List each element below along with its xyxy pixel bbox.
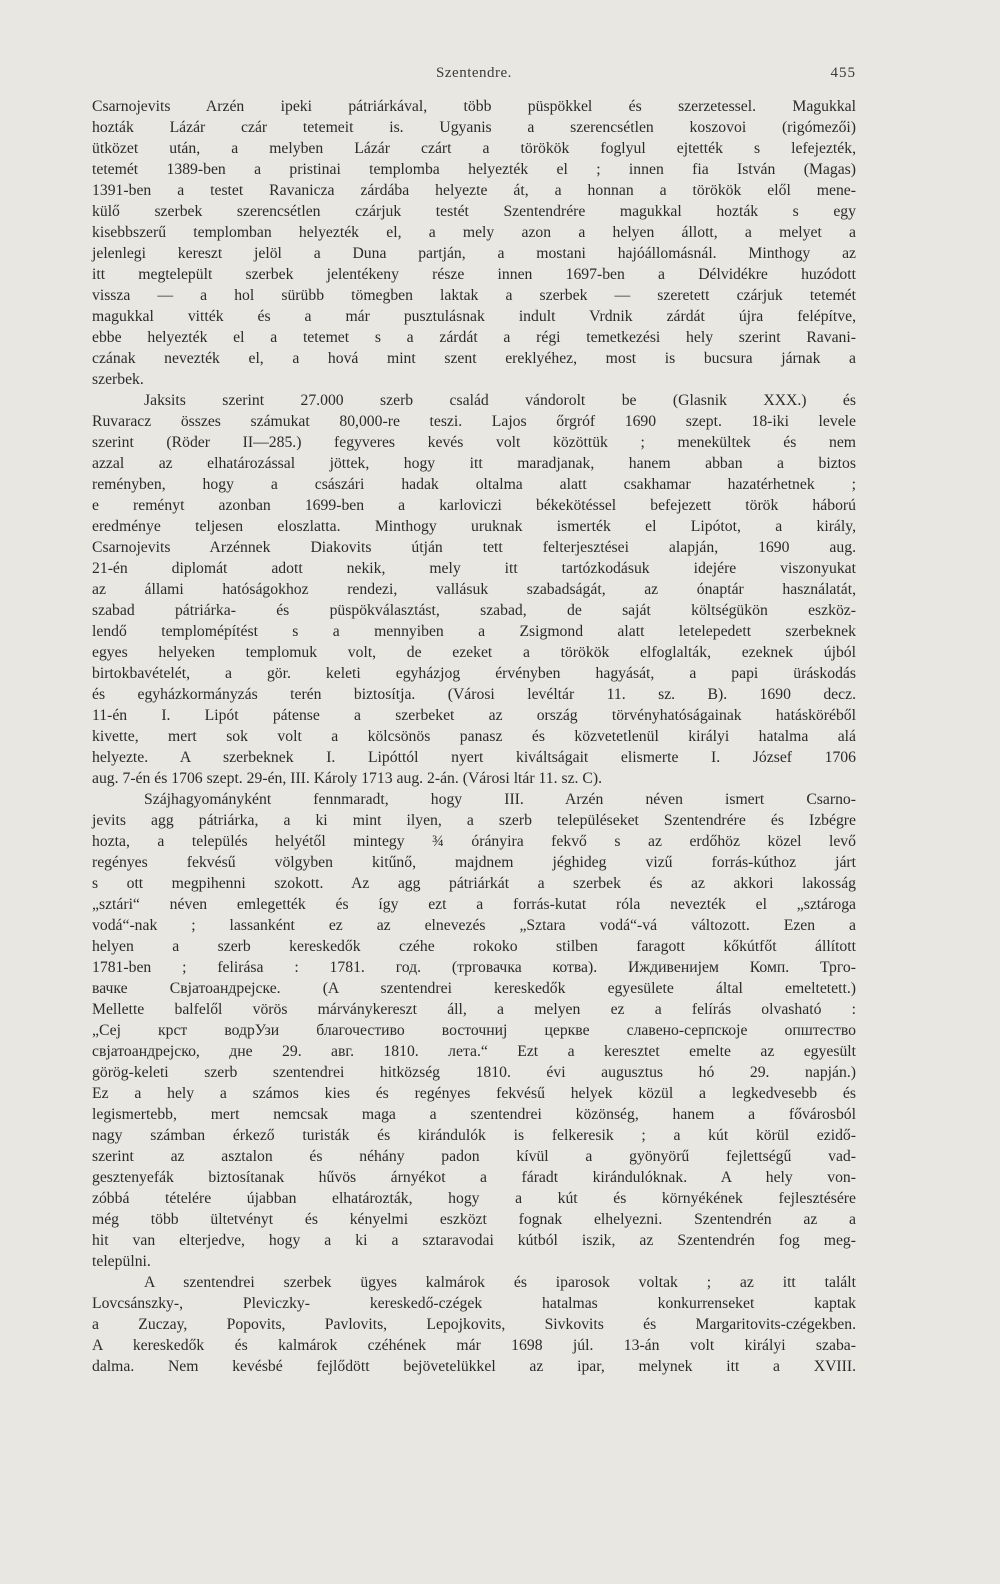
text-line: reményben, hogy a császári hadak oltalma alatt csakhamar hazatérhetnek ; — [92, 476, 856, 493]
text-line: 1391-ben a testet Ravanicza zárdába helyezte át, a honnan a törökök elől mene- — [92, 182, 856, 199]
text-line: dalma. Nem kevésbé fejlődött bejövetelükkel az ipar, melynek itt a XVIII. — [92, 1358, 856, 1375]
text-line: a Zuczay, Popovits, Pavlovits, Lepojkovits, Sivkovits és Margaritovits-czégekben. — [92, 1316, 856, 1333]
text-line: legismertebb, mert nemcsak maga a szentendrei közönség, hanem a fővárosból — [92, 1106, 856, 1123]
text-line: vodá“-nak ; lassanként ez az elnevezés „Sztara vodá“-vá változott. Ezen a — [92, 917, 856, 934]
text-line: birtokbavételét, a gör. keleti egyházjog érvényben hagyását, a papi üráskodás — [92, 665, 856, 682]
running-title: Szentendre. — [436, 65, 512, 81]
text-line: lendő templomépítést s a mennyiben a Zsigmond alatt letelepedett szerbeknek — [92, 623, 856, 640]
text-line: szabad pátriárka- és püspökválasztást, szabad, de saját költségükön eszköz- — [92, 602, 856, 619]
text-line: görög-keleti szerb szentendrei hitközség 1810. évi augusztus hó 29. napján.) — [92, 1064, 856, 1081]
text-line: szerint az asztalon és néhány padon kívül a gyönyörű fejlettségű vad- — [92, 1148, 856, 1165]
text-line: A szentendrei szerbek ügyes kalmárok és iparosok voltak ; az itt talált — [144, 1274, 856, 1291]
text-line: kivette, mert sok volt a kölcsönös panasz és közvetetlenül királyi hatalma alá — [92, 728, 856, 745]
text-line: települni. — [92, 1253, 151, 1270]
text-line: eredménye teljesen eloszlatta. Minthogy uruknak ismerték el Lipótot, a király, — [92, 518, 856, 535]
text-line: tetemét 1389-ben a pristinai templomba helyezték el ; innen fia István (Magas) — [92, 161, 856, 178]
text-line: kisebbszerű templomban helyezték el, a mely azon a helyen állott, a melyet a — [92, 224, 856, 241]
text-line: Ruvaracz összes számukat 80,000-re teszi. Lajos őrgróf 1690 szept. 18-iki levele — [92, 413, 856, 430]
text-line: az állami hatóságokhoz rendezi, vallásuk szabadságát, az ónaptár használatát, — [92, 581, 856, 598]
text-line: czának nevezték el, a hová mint szent ereklyéhez, most is bucsura járnak a — [92, 350, 856, 367]
text-line: вачке Свјатоандрејске. (A szentendrei kereskedők egyesülete által emeltetett.) — [92, 980, 856, 997]
text-line: 21-én diplomát adott nekik, mely itt tartózkodásuk idejére viszonyukat — [92, 560, 856, 577]
text-line: Szájhagyományként fennmaradt, hogy III. Arzén néven ismert Csarno- — [144, 791, 856, 808]
text-line: jelenlegi kereszt jelöl a Duna partján, a mostani hajóállomásnál. Minthogy az — [92, 245, 856, 262]
text-line: e reményt azonban 1699-ben a karloviczi békekötéssel befejezett török háború — [92, 497, 856, 514]
text-line: hit van elterjedve, hogy a ki a sztaravodai kútból iszik, az Szentendrén fog meg- — [92, 1232, 856, 1249]
text-line: helyezte. A szerbeknek I. Lipóttól nyert kiváltságait elismerte I. József 1706 — [92, 749, 856, 766]
text-line: Csarnojevits Arzénnek Diakovits útján tett felterjesztései alapján, 1690 aug. — [92, 539, 856, 556]
text-line: azzal az elhatározással jöttek, hogy itt maradjanak, hanem abban a biztos — [92, 455, 856, 472]
text-line: és egyházkormányzás terén biztosítja. (Városi levéltár 11. sz. B). 1690 decz. — [92, 686, 856, 703]
text-line: vissza — a hol sürübb tömegben laktak a szerbek — szeretett czárjuk tetemét — [92, 287, 856, 304]
text-line: helyen a szerb kereskedők czéhe rokoko stilben faragott kőkútfőt állított — [92, 938, 856, 955]
text-line: magukkal vitték és a már pusztulásnak indult Vrdnik zárdát újra felépítve, — [92, 308, 856, 325]
text-line: szerint (Röder II—285.) fegyveres kevés volt közöttük ; menekültek és nem — [92, 434, 856, 451]
text-line: 11-én I. Lipót pátense a szerbeket az ország törvényhatóságainak hatásköréből — [92, 707, 856, 724]
text-line: nagy számban érkező turisták és kirándulók is felkeresik ; a kút körül ezidő- — [92, 1127, 856, 1144]
text-line: ütközet után, a melyben Lázár czárt a törökök foglyul ejtették s lefejezték, — [92, 140, 856, 157]
text-line: hozták Lázár czár tetemeit is. Ugyanis a szerencsétlen koszovoi (rigómezői) — [92, 119, 856, 136]
text-line: jevits agg pátriárka, a ki mint ilyen, a szerb településeket Szentendrére és Izbégre — [92, 812, 856, 829]
body-text — [92, 96, 856, 1377]
text-line: Ez a hely a számos kies és regényes fekvésű helyek közül a legkedvesebb és — [92, 1085, 856, 1102]
text-line: „Сеј крст водрУзи благочестиво восточниј церкве славено-серпскоје општество — [92, 1022, 856, 1039]
text-line: egyes helyeken templomuk volt, de ezeket a törökök elfoglalták, ezeknek újból — [92, 644, 856, 661]
text-line: regényes fekvésű völgyben kitűnő, majdnem jéghideg vizű forrás-kúthoz járt — [92, 854, 856, 871]
text-line: zóbbá tételére újabban elhatározták, hogy a kút és környékének fejlesztésére — [92, 1190, 856, 1207]
text-line: Csarnojevits Arzén ipeki pátriárkával, több püspökkel és szerzetessel. Magukkal — [92, 98, 856, 115]
page-number: 455 — [830, 65, 856, 81]
text-line: Mellette balfelől vörös márványkereszt áll, a melyen ez a felírás olvasható : — [92, 1001, 856, 1018]
text-line: Lovcsánszky-, Pleviczky- kereskedő-czégek hatalmas konkurrenseket kaptak — [92, 1295, 856, 1312]
text-line: külő szerbek szerencsétlen czárjuk testét Szentendrére magukkal hozták s egy — [92, 203, 856, 220]
text-line: még több ültetvényt és kényelmi eszközt fognak elhelyezni. Szentendrén az a — [92, 1211, 856, 1228]
text-line: s ott megpihenni szokott. Az agg pátriárkát a szerbek és az akkori lakosság — [92, 875, 856, 892]
text-line: 1781-ben ; felirása : 1781. год. (трговачка котва). Иждивенијем Комп. Трго- — [92, 959, 856, 976]
text-line: Jaksits szerint 27.000 szerb család vándorolt be (Glasnik XXX.) és — [144, 392, 856, 409]
page-header — [92, 65, 856, 87]
text-line: szerbek. — [92, 371, 144, 388]
text-line: gesztenyefák biztosítanak hűvös árnyékot a fáradt kirándulóknak. A hely von- — [92, 1169, 856, 1186]
text-line: aug. 7-én és 1706 szept. 29-én, III. Károly 1713 aug. 2-án. (Városi ltár 11. sz. C). — [92, 770, 602, 787]
text-line: A kereskedők és kalmárok czéhének már 1698 júl. 13-án volt királyi szaba- — [92, 1337, 856, 1354]
text-line: itt megtelepült szerbek jelentékeny része innen 1697-ben a Délvidékre huzódott — [92, 266, 856, 283]
text-line: hozta, a település helyétől mintegy ¾ órányira fekvő s az erdőhöz közel levő — [92, 833, 856, 850]
text-line: ebbe helyezték el a tetemet s a zárdát a régi temetkezési hely szerint Ravani- — [92, 329, 856, 346]
text-line: свјатоандрејско, дне 29. авг. 1810. лета.“ Ezt a keresztet emelte az egyesült — [92, 1043, 856, 1060]
text-line: „sztári“ néven emlegették és így ezt a forrás-kutat róla nevezték el „sztároga — [92, 896, 856, 913]
